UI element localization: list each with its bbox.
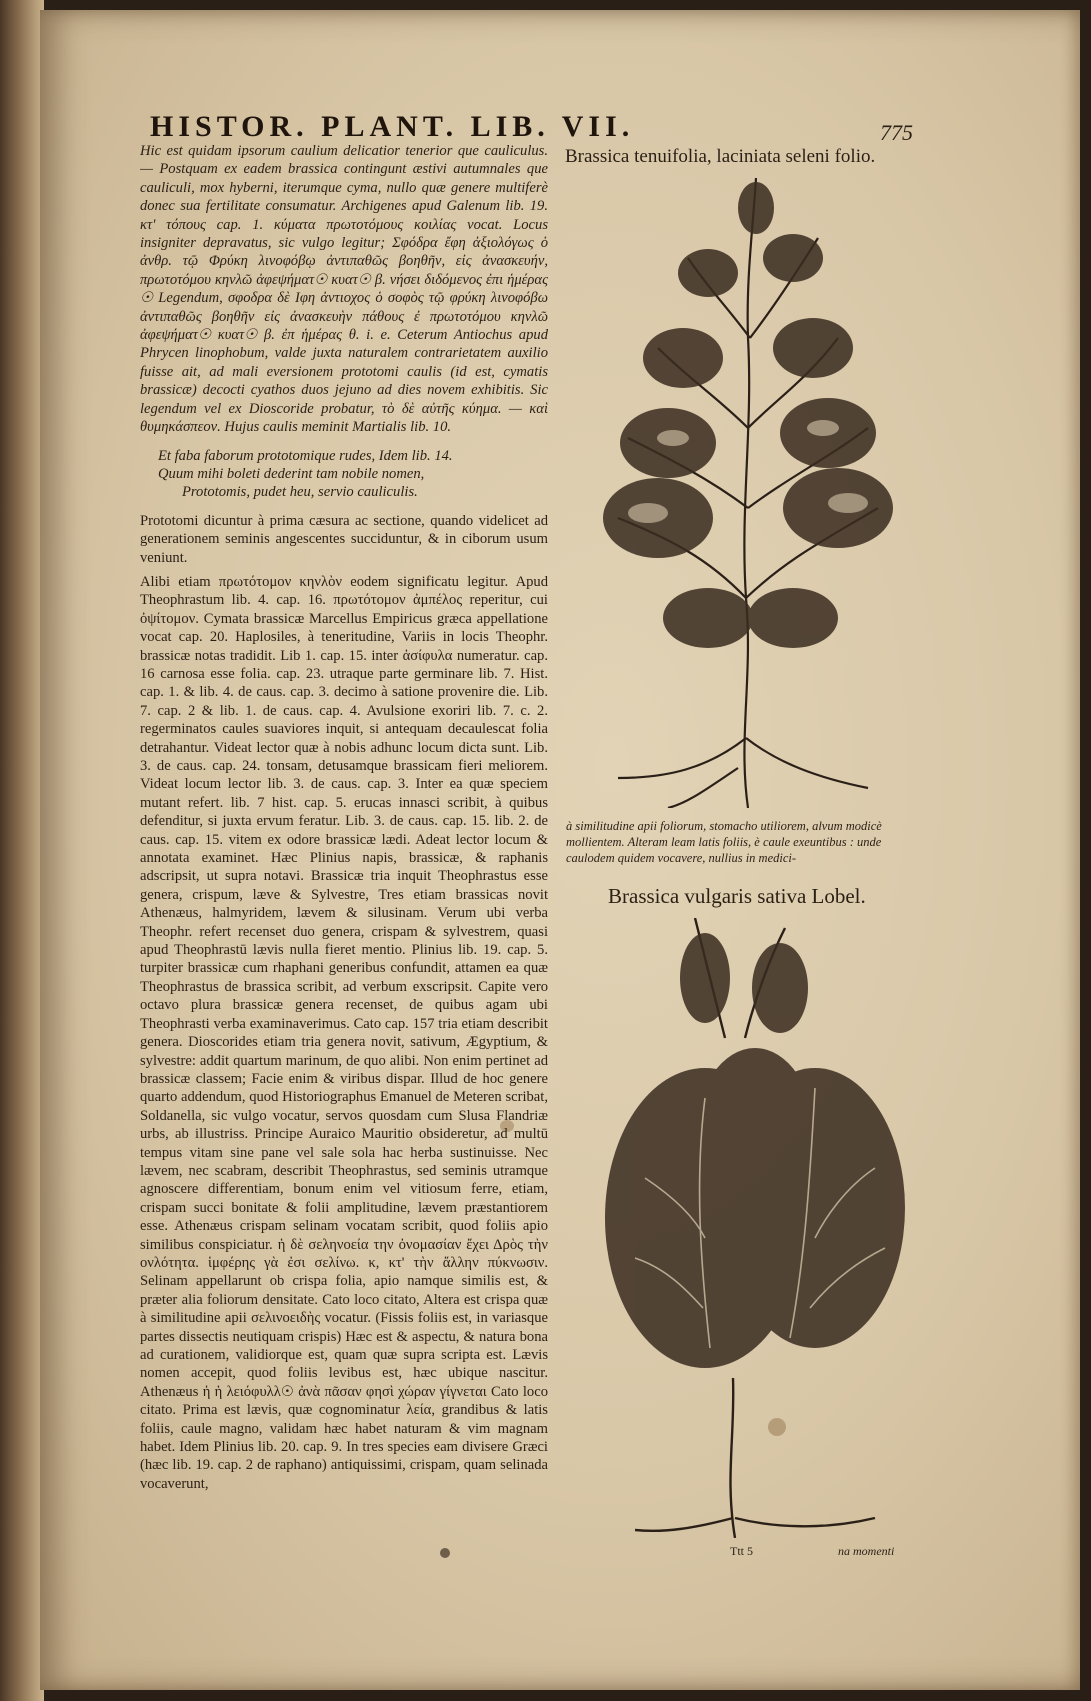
figure-caption-top: Brassica tenuifolia, laciniata seleni folio. (565, 146, 876, 167)
caption-continuation-text: à similitudine apii foliorum, stomacho utiliorem, alvum modicè mollientem. Alteram leam latis foliis, è caule exeuntibus : unde caulodem quidem vocavere, nullius in medici- (566, 819, 882, 865)
verse-quotation (158, 447, 548, 502)
verse-line: Prototomis, pudet heu, servio cauliculis. (182, 484, 418, 501)
page-number: 775 (880, 120, 913, 145)
paragraph-intro: Hic est quidam ipsorum caulium delicatior tenerior que cauliculus. — Postquam ex eadem brassica contingunt æstivi autumnales que cauliculi, mox hyberni, iterumque cyma, nullo quæ genere multiferè donec sua fertilitate consumatur. Archigenes apud Galenum lib. 19. κτ' τόπους cap. 1. κύματα πρωτοτόμους κοιλίας vocat. Locus insigniter depravatus, sic vulgo legitur; Σφόδρα ἔφη ἀξιολόγως ὁ ἀνθρ. τῷ Φρύκη λινοφόβῳ ἀντιπαθῶς βοηθῆν, εἰς ἀνασκευήν, πρωτοτόμου κηνλῶ ἀφεψήματ☉ κυατ☉ β. νήσει διδόμενος ἐπι ἡμέρας ☉ Legendum, σφοδρα δὲ Ιφη ἀντιοχος ὁ σοφὸς τῷ φρύκη λινοφόβω ἀντιπαθῶς βοηθῆν εἰς ἀνασκευὴν πάθους ἐ πρωτοτόμου κηνλῶ ἀφεψήματ☉ κυατ☉ β. ἐπ ἡμέρας θ. i. e. Ceterum Antiochus apud Phrycen linophobum, valde juxta naturalem contrarietatem auxilio fuisse ait, ad mali eversionem prototomi caulis (id est, cymatis brassicæ) decocti cyathos duos jejuno ad dies novem exhibitis. Sic legendum vel ex Dioscoride probatur, τὸ δὲ αὐτῆς κύημα. — καὶ θυμηκάσπεον. Hujus caulis meminit Martialis lib. 10. (140, 143, 548, 436)
book-spine (0, 0, 44, 1701)
left-text-column (140, 142, 548, 1542)
catchword: na momenti (838, 1544, 895, 1558)
verse-line: Et faba faborum prototomique rudes, Idem lib. 14. (158, 447, 453, 464)
woodcut-laciniate-brassica (578, 178, 918, 808)
paragraph-main: Alibi etiam πρωτότομον κηνλὸν eodem significatu legitur. Apud Theophrastum lib. 4. cap. 16. πρωτότομον ἀμπέλος reperitur, cui ὀψίτομον. Cymata brassicæ Marcellus Empiricus græca appellatione vocat cap. 20. Haplosiles, à teneritudine, Variis in locis Theophr. brassicæ notas tradidit. Lib 1. cap. 15. inter ἀσίφυλα numeratur. cap. 16 carnosa esse folia. cap. 23. utraque parte germinare lib. 7. Hist. cap. 1. & lib. 4. de caus. cap. 3. decimo à satione provenire die. Lib. 7. cap. 2 & lib. 1. de caus. cap. 4. Avulsione exoriri lib. 7. c. 2. regerminatos caules suaviores inquit, si antequam decaulescat folia detrahantur. Videat lector quæ à nobis adhunc locum dicta sunt. Lib. 3. de caus. cap. 24. tonsam, detusamque brassicam fieri meliorem. Videat locum lector lib. 3. de caus. cap. 3. Inter ea quæ speciem mutant refert. lib. 7 hist. cap. 5. erucas innasci scribit, à quibus defenditur, si juxta ervum feratur. Lib. 3. de caus. cap. 15. lib. 2. de caus. cap. 15. vitem ex odore brassicæ lædi. Adeat lector locum & annotata examinet. Hæc Plinius napis, brassicæ, & raphanis adscripsit, ut supra notavi. Brassicæ tria inquit Theophrastus esse genera, crispum, læve & Sylvestre, Tres etiam brassicas novit Athenæus, halmyridem, lævem & silusinam. Verum ubi verba Theophr. refert recenset duo genera, crispam & sylvestrem, quasi apud Theophrastū lævis nulla fieret mentio. Plinius lib. 19. cap. 5. turpiter brassicæ cum rhaphani generibus confundit, attamen ea quæ Theophrastus de brassica scribit, ad verbum exscripsit. Capite vero octavo plura brassicæ genera recenset, de quibus agam ubi Theophrasti verba examinaverimus. Cato cap. 157 tria etiam describit genera. Dioscorides etiam tria genera novit, sativum, Ægyptium, & sylvestre: addit quartum marinum, de quo alibi. Non enim pertinet ad brassicæ classem; Facie enim & viribus dispar. Illud de hoc genere quarto addendum, quod Historiographus Emanuel de Meteren scribat, Soldanella, sic vulgo vocatur, servos quosdam cum Slusa Flandriæ urbs, ab illustriss. Principe Auraico Mauritio obsideretur, ad multū tempus vitam sine pane vel sale sola hac herba sustinuisse. Nec lævem, nec scabram, describit Theophrastus, sed seminis utramque agnoscere differentiam, bonum enim vel vitiosum ferre, etiam, crispam succi bonitate & folii amplitudine, lævem præstantiorem esse. Athenæus crispam selinam vocatam scribit, quod foliis apio similibus conspiciatur. ἡ δὲ σεληνοεία την ὀνομασίαν ἔχει Δρὸς τὴν ονλότητα. ἱμφέρης γὰ ἐσι σελίνω. κ, κτ' τὴν ἄλλην πύκνωσιν. Selinam appellarunt ob crispa folia, apio namque similis est, & præter alia foliorum densitate. Cato loco citato, Altera est crispa quæ à similitudine apii σελινοειδὴς vocatur. (Fissis foliis est, in variasque partes dissectis neutiquam crispis) Hæc est & aspectu, & natura bona ad curationem, validiorque est, quam quæ supra scripta est. Lævis nomen accepit, quod foliis levibus est, hæc ubique nascitur. Athenæus ἡ ἡ λειόφυλλ☉ ἀνὰ πᾶσαν φησὶ χώραν γίγνεται Cato loco citato. Prima est lævis, quæ cognominatur λεία, grandibus & latis foliis, caule magno, validam hæc habet naturam & vim magnam habet. Idem Plinius lib. 20. cap. 9. In tres species eam divisere Græci (hæc lib. 19. cap. 2 de raphano) antiquissimi, crispam, quam selinada vocaverunt, (140, 573, 548, 1492)
paper-stain (440, 1548, 450, 1558)
signature-mark: Ttt 5 (730, 1544, 753, 1558)
paragraph-prototomi: Prototomi dicuntur à prima cæsura ac sectione, quando videlicet ad generationem seminis angescentes succiduntur, & in ciborum usum veniunt. (140, 512, 548, 566)
figure-caption-bottom: Brassica vulgaris sativa Lobel. (608, 884, 866, 908)
woodcut-common-cabbage (585, 918, 915, 1538)
running-title: HISTOR. PLANT. LIB. VII. (150, 110, 635, 143)
verse-line: Quum mihi boleti dederint tam nobile nomen, (158, 465, 425, 482)
